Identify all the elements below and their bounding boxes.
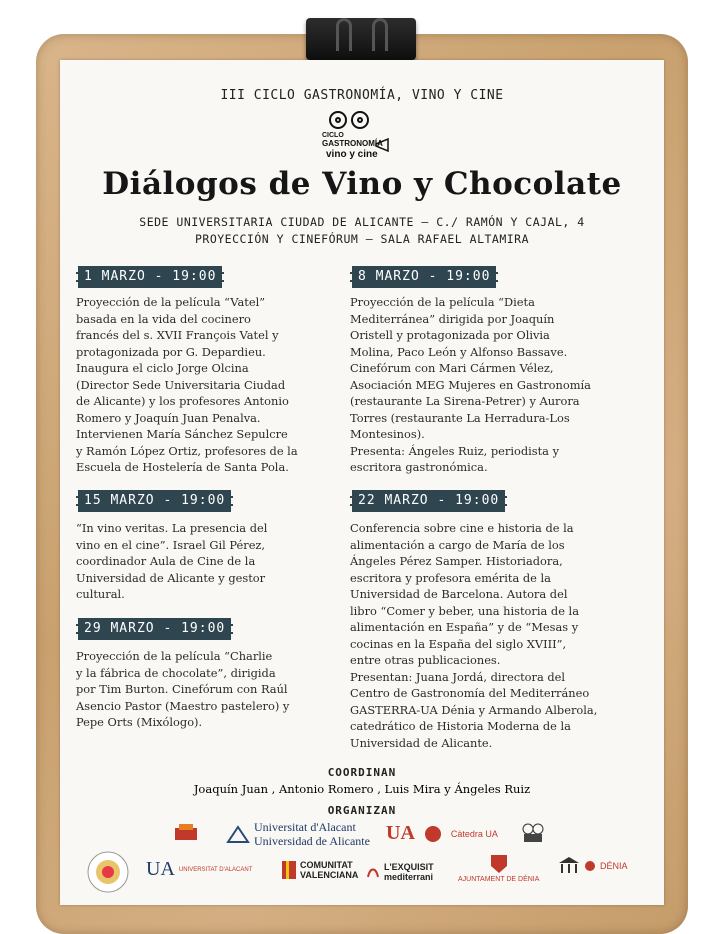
event-description: Conferencia sobre cine e historia de la alimentación a cargo de María de los Ángeles Pérez Samper. Historiadora, escritora y profesora emérita de la Universidad de Barcelona. Autora del libro “Comer y beber, una historia de la alimentación en España” y de “Mesas y cocinas en la España del siglo XVIII”, entre otras publicaciones. Presentan: Juana Jordá, directora del Centro de Gastronomía del Mediterráneo GASTERRA-UA Dénia y Armando Alberola, catedrático de Historia Moderna de la Universidad de Alicante.: [350, 521, 598, 750]
denia-text: DÉNIA: [600, 861, 628, 871]
film-reel-icon: [330, 112, 368, 128]
series-title: III CICLO GASTRONOMÍA, VINO Y CINE: [220, 88, 504, 103]
venue-info: [60, 214, 664, 248]
organizers-heading: ORGANIZAN: [327, 804, 397, 817]
ajuntament-logo: [458, 854, 539, 885]
ua-name-line-2: Universidad de Alicante: [254, 834, 370, 848]
ua-short: UA: [146, 858, 175, 880]
ua-name-line-1: Universitat d'Alacant: [254, 820, 356, 834]
coordinators-names: Joaquín Juan , Antonio Romero , Luis Mira y Ángeles Ruiz: [193, 782, 531, 796]
venue-line-2: PROYECCIÓN Y CINEFÓRUM – SALA RAFAEL ALTAMIRA: [194, 232, 530, 246]
event-description: Proyección de la película “Charlie y la fábrica de chocolate”, dirigida por Tim Burton. Cinefórum con Raúl Asencio Pastor (Maestro pastelero) y Pepe Orts (Mixólogo).: [76, 649, 290, 729]
film-logo: [520, 822, 548, 844]
event-date-badge: 8 MARZO - 19:00: [350, 266, 498, 288]
gasterra-seal-icon: [86, 850, 130, 894]
gasterra-logo: [86, 850, 130, 894]
ajuntament-text: AJUNTAMENT DE DÉNIA: [458, 876, 540, 883]
logo-text-1: CICLO: [322, 132, 344, 139]
catedra-logo: [386, 822, 498, 845]
facultad-text: UNIVERSITAT D'ALACANT: [178, 866, 253, 873]
event-description: Proyección de la película “Vatel” basada en la vida del cocinero francés del s. XVII François Vatel y protagonizada por G. Depardieu. Inaugura el ciclo Jorge Olcina (Director Sede Universitaria Ciudad de Alicante) y los profesores Antonio Romero y Joaquín Juan Penalva. Intervienen María Sánchez Sepulcre y Ramón López Ortiz, profesores de la Escuela de Hostelería de Santa Pola.: [76, 295, 298, 474]
page-title: Diálogos de Vino y Chocolate: [102, 166, 622, 202]
poster-paper: [60, 60, 664, 905]
exquisit-icon: [366, 865, 380, 879]
event-date-badge: 22 MARZO - 19:00: [350, 490, 507, 512]
comunitat-icon: [282, 861, 296, 879]
clip-wire: [372, 18, 388, 51]
unesco-temple-icon: [558, 856, 580, 876]
cycle-logo: [308, 110, 398, 162]
denia-icon: [584, 860, 596, 872]
event-date-badge: 29 MARZO - 19:00: [76, 618, 233, 640]
event-date-badge: 1 MARZO - 19:00: [76, 266, 224, 288]
ajuntament-crest-icon: [490, 854, 508, 874]
building-icon: [174, 822, 198, 842]
logo-text-3: vino y cine: [326, 149, 378, 160]
facultad-logo: [146, 858, 252, 881]
exquisit-line-2: mediterrani: [384, 872, 434, 882]
ua-short: UA: [386, 822, 415, 844]
coordinators-heading: COORDINAN: [327, 766, 397, 779]
film-camera-icon: [520, 822, 548, 844]
catedra-text: Càtedra UA: [450, 828, 498, 839]
unesco-logo: [558, 856, 628, 876]
comunitat-logo: [282, 860, 370, 880]
clipboard-clip: [306, 18, 416, 60]
exquisit-line-1: L'EXQUISIT: [384, 862, 434, 872]
clip-wire: [336, 18, 352, 51]
catedra-icon: [419, 824, 447, 844]
event-description: “In vino veritas. La presencia del vino en el cine”. Israel Gil Pérez, coordinador Aula de Cine de la Universidad de Alicante y gestor cultural.: [76, 521, 268, 601]
ua-logo: [226, 820, 370, 848]
event-date-badge: 15 MARZO - 19:00: [76, 490, 233, 512]
exquisit-logo: [366, 862, 434, 882]
organizer-logo: [174, 822, 198, 842]
logo-text-2: GASTRONOMÍA: [322, 139, 383, 148]
venue-line-1: SEDE UNIVERSITARIA CIUDAD DE ALICANTE – C./ RAMÓN Y CAJAL, 4: [139, 215, 585, 229]
comunitat-text: COMUNITAT VALENCIANA: [300, 860, 359, 880]
event-description: Proyección de la película “Dieta Mediterránea” dirigida por Joaquín Oristell y protagonizada por Olivia Molina, Paco León y Alfonso Bassave. Cinefórum con Mari Cármen Vélez, Asociación MEG Mujeres en Gastronomía (restaurante La Sirena-Petrer) y Aurora Torres (restaurante La Herradura-Los Montesinos). Presenta: Ángeles Ruiz, periodista y escritora gastronómica.: [350, 295, 591, 474]
ua-mark-icon: [226, 824, 250, 844]
